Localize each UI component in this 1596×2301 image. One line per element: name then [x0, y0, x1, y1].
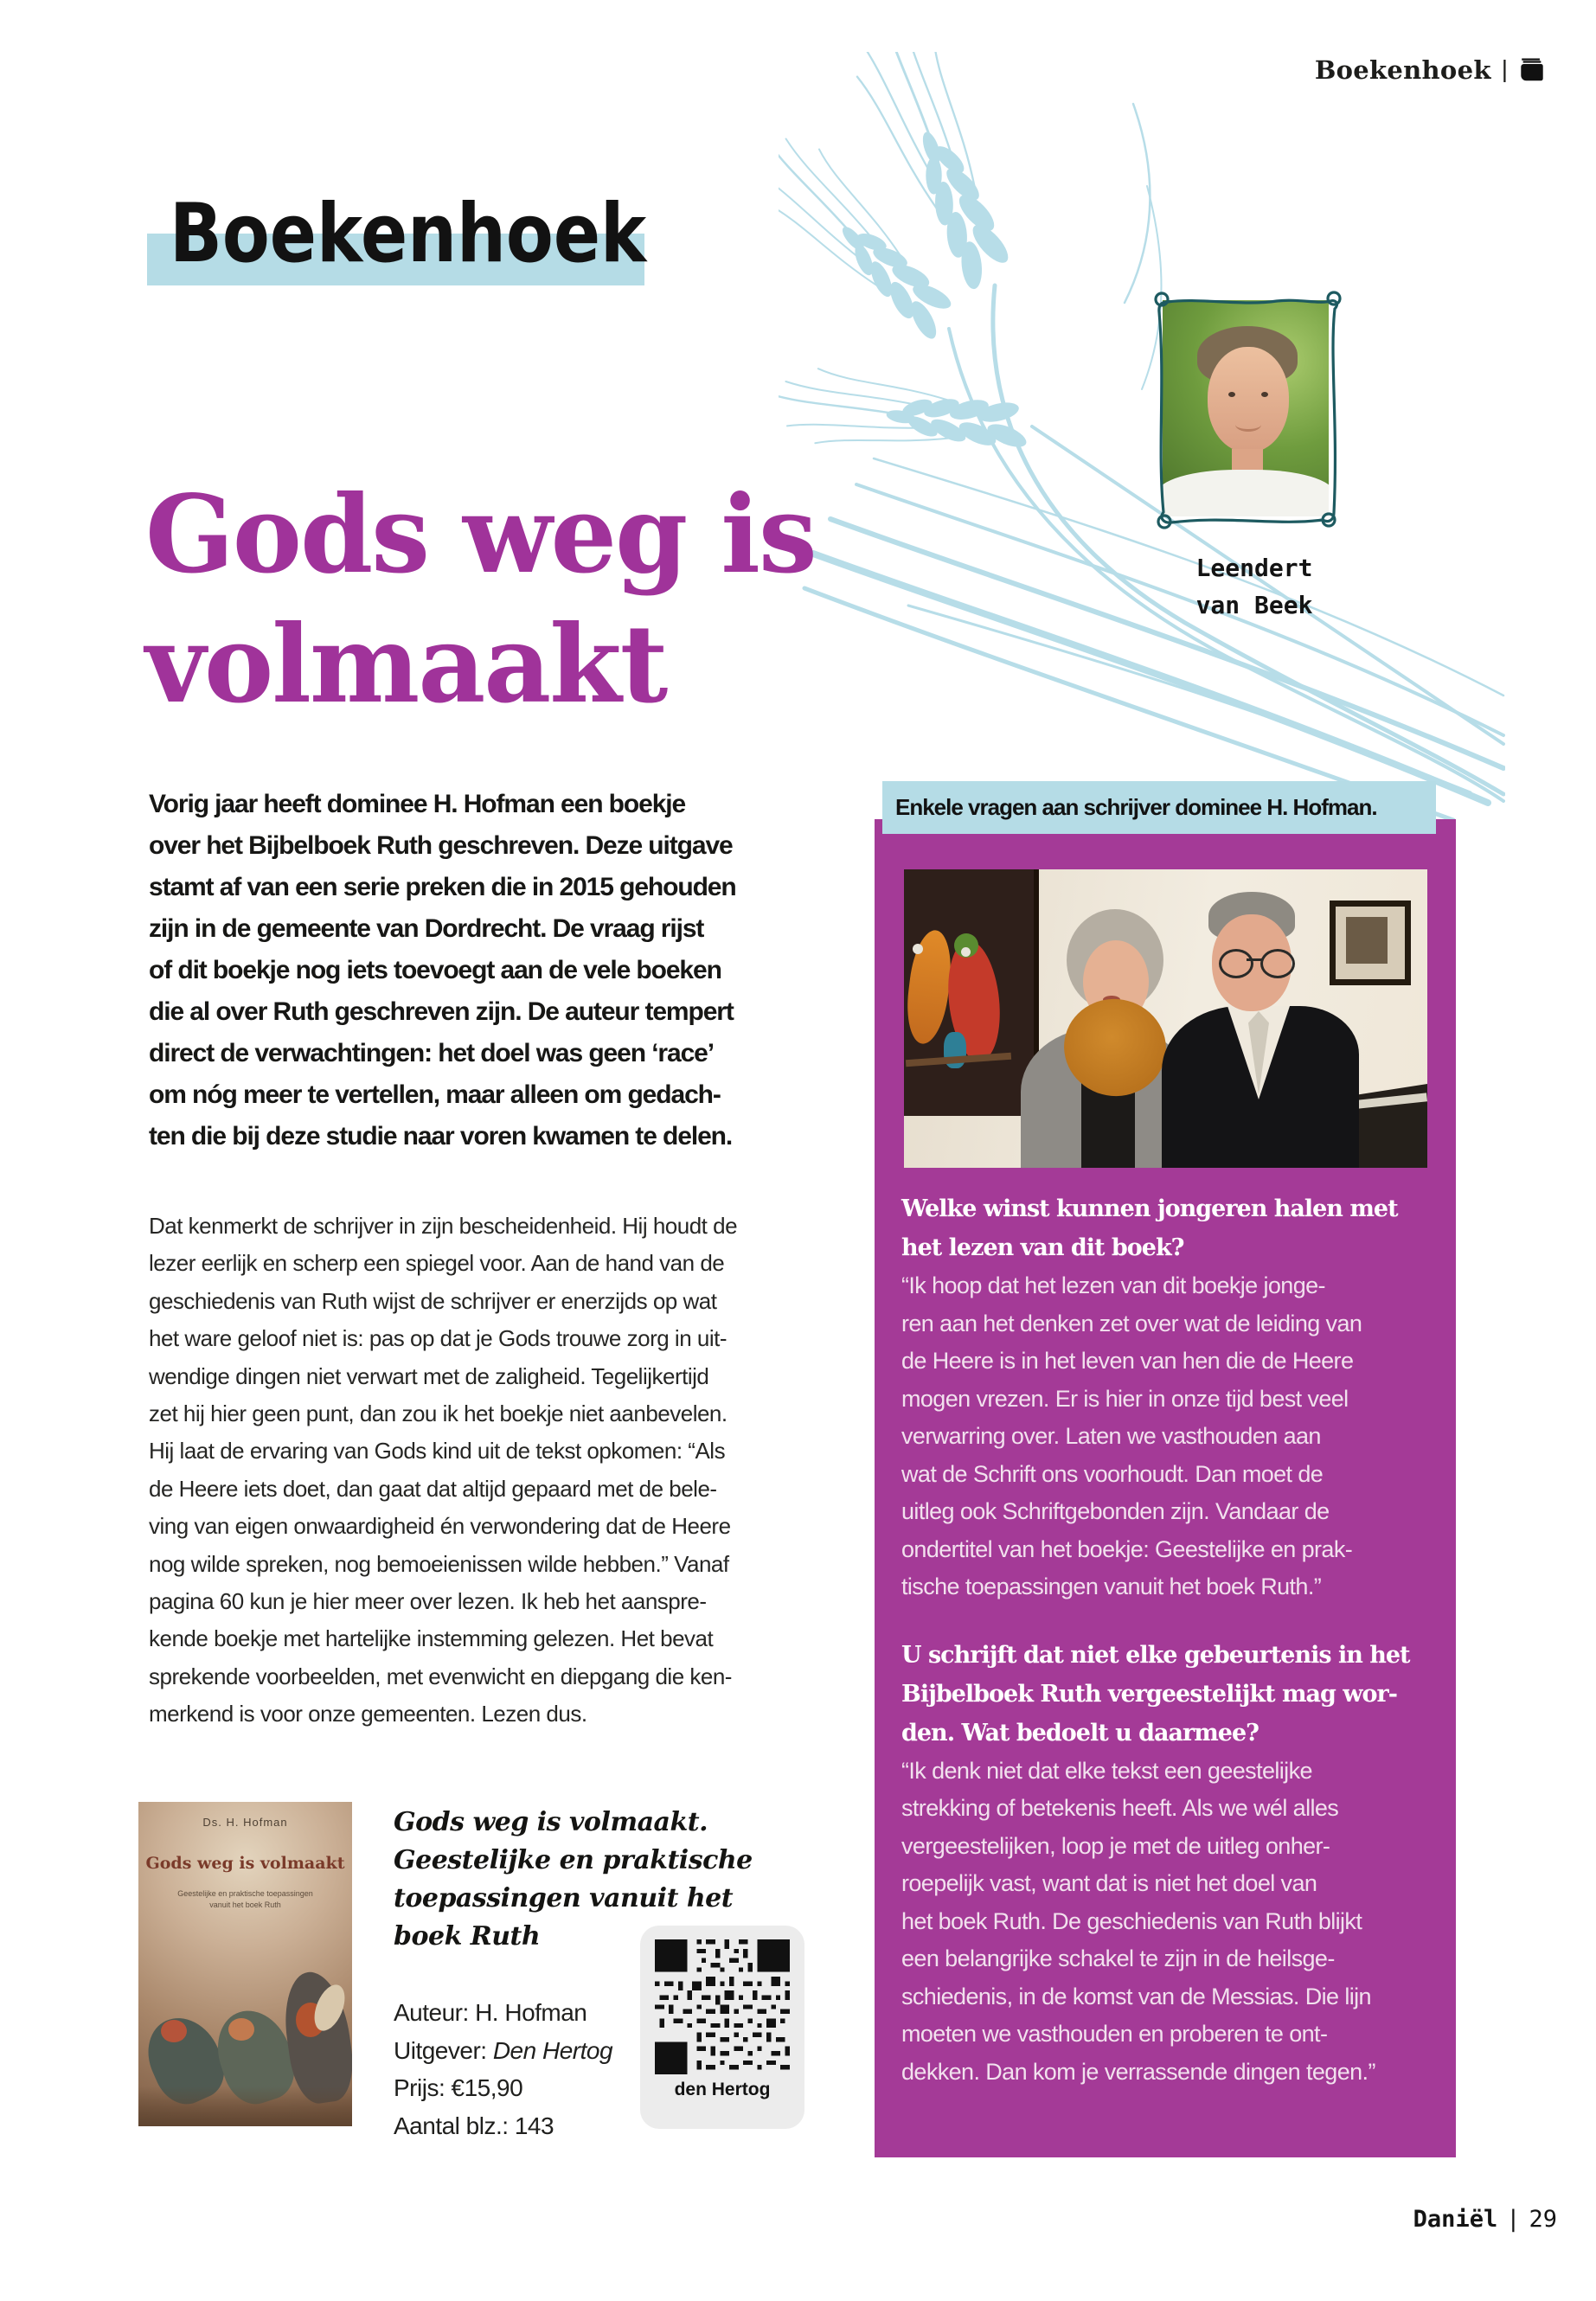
- interview-qa: [901, 1189, 1442, 2120]
- interview-header-text: Enkele vragen aan schrijver dominee H. Hofman.: [895, 794, 1377, 820]
- author-portrait-photo: [1163, 300, 1329, 516]
- wheat-illustration: [779, 52, 1505, 822]
- question-2: U schrijft dat niet elke gebeurtenis in het Bijbelboek Ruth vergeestelijkt mag wor- den. Wat bedoelt u daarmee?: [901, 1641, 1410, 1747]
- parrot-painting: [904, 869, 1039, 1116]
- book-price-row: Prijs: €15,90: [394, 2074, 523, 2101]
- running-head: [1315, 55, 1546, 85]
- book-title: Gods weg is volmaakt. Geestelijke en praktische toepassingen vanuit het boek Ruth: [394, 1807, 753, 1952]
- intro-paragraph: Vorig jaar heeft dominee H. Hofman een boekje over het Bijbelboek Ruth geschreven. Deze uitgave stamt af van een serie preken die in 2015 gehouden zijn in de gemeente van Dordrecht. De vraag rijst of dit boekje nog iets toevoegt aan de vele boeken die al over Ruth geschreven zijn. De auteur tempert direct de verwachtingen: het doel was geen ‘race’ om nóg meer te vertellen, maar alleen om gedach- ten die bij deze studie naar voren kwamen te delen.: [149, 790, 736, 1150]
- book-icon: [1518, 58, 1546, 83]
- qr-code: [655, 1939, 790, 2074]
- interview-header: [882, 781, 1436, 834]
- answer-2: “Ik denk niet dat elke tekst een geestelijke strekking of betekenis heeft. Als we wél alles vergeestelijken, loop je met de uitleg onher- roepelijk vast, want dat is niet het doel van het boek Ruth. De geschiedenis van Ruth blijkt een belangrijke schakel te zijn in de heilsge- schiedenis, in de komst van de Messias. Die lijn moeten we vasthouden en proberen te ont- dekken. Dan kom je verrassende dingen tegen.”: [901, 1757, 1375, 2085]
- question-1: Welke winst kunnen jongeren halen met het lezen van dit boek?: [901, 1195, 1398, 1261]
- magazine-name: Daniël: [1413, 2206, 1498, 2233]
- running-head-divider: |: [1501, 55, 1508, 82]
- footer-divider: |: [1506, 2206, 1521, 2233]
- interview-photo: [904, 869, 1427, 1168]
- book-details: [394, 1994, 612, 2144]
- answer-1: “Ik hoop dat het lezen van dit boekje jonge- ren aan het denken zet over wat de leiding van de Heere is in het leven van hen die de Heere mogen vrezen. Er is hier in onze tijd best veel verwarring over. Laten we vasthouden aan wat de Schrift ons voorhoudt. Dan moet de uitleg ook Schriftgebonden zijn. Vandaar de ondertitel van het boekje: Geestelijke en prak- tische toepassingen vanuit het boek Ruth.”: [901, 1272, 1362, 1599]
- section-label-text: Boekenhoek: [170, 187, 647, 281]
- body-paragraph: Dat kenmerkt de schrijver in zijn bescheidenheid. Hij houdt de lezer eerlijk en scherp een spiegel voor. Aan de hand van de geschiedenis van Ruth wijst de schrijver er enerzijds op wat het ware geloof niet is: pas op dat je Gods trouwe zorg in uit- wendige dingen niet verwart met de zaligheid. Tegelijkertijd zet hij hier geen punt, dan zou ik het boekje niet aanbevelen. Hij laat de ervaring van Gods kind uit de tekst opkomen: “Als de Heere iets doet, dan gaat dat altijd gepaard met de bele- ving van eigen onwaardigheid én verwondering dat de Heere nog wilde spreken, nog bemoeienissen wilde hebben.” Vanaf pagina 60 kun je hier meer over lezen. Ik heb het aanspre- kende boekje met hartelijke instemming gelezen. Het bevat sprekende voorbeelden, met evenwicht en diepgang die ken- merkend is voor onze gemeenten. Lezen dus.: [149, 1213, 738, 1727]
- section-label: [147, 187, 647, 285]
- page-footer: [1413, 2206, 1557, 2233]
- portrait-shirt: [1163, 470, 1329, 516]
- book-publisher-row: Uitgever: Den Hertog: [394, 2036, 613, 2064]
- article-title: Gods weg is volmaakt: [145, 472, 816, 727]
- book-cover-subtitle: Geestelijke en praktische toepassingen vanuit het boek Ruth: [177, 1889, 313, 1909]
- author-portrait-caption: Leendert van Beek: [1195, 554, 1313, 619]
- portrait-face: [1208, 347, 1289, 452]
- book-cover-title: Gods weg is volmaakt: [145, 1854, 345, 1873]
- wall-picture: [1330, 901, 1411, 985]
- page-number: 29: [1529, 2206, 1557, 2233]
- qr-caption: den Hertog: [674, 2080, 771, 2099]
- book-author-row: Auteur: H. Hofman: [394, 1999, 587, 2026]
- book-cover-author: Ds. H. Hofman: [202, 1816, 288, 1829]
- book-cover: [138, 1802, 352, 2126]
- qr-card: [640, 1926, 804, 2129]
- running-head-title: Boekenhoek: [1314, 55, 1491, 85]
- book-pages-row: Aantal blz.: 143: [394, 2112, 554, 2139]
